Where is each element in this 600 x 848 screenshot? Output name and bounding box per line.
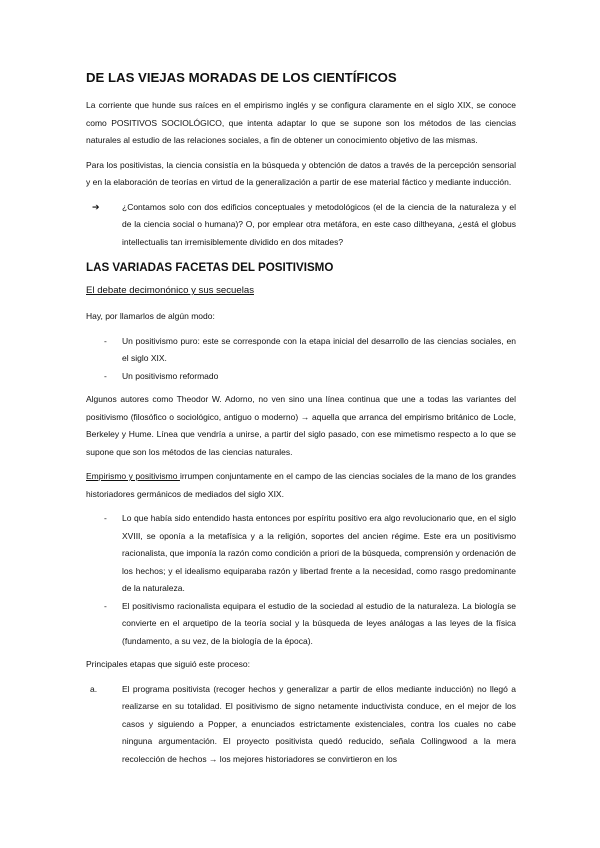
list-item	[86, 333, 516, 368]
alpha-marker: a.	[90, 683, 98, 694]
list-item	[86, 368, 516, 386]
etapas-list	[86, 681, 516, 769]
subsection-title: El debate decimonónico y sus secuelas	[86, 285, 254, 296]
question-text: ¿Contamos solo con dos edificios conceptuales y metodológicos (el de la ciencia de la naturaleza y el de la ciencia social o humana)? O, por emplear otra metáfora, en este caso diltheyana, ¿está el globus intellectualis tan irremisiblemente dividido en dos mitades?	[122, 201, 516, 247]
document-title: DE LAS VIEJAS MORADAS DE LOS CIENTÍFICOS	[86, 70, 397, 85]
list-item	[86, 510, 516, 598]
dash-bullet: -	[104, 513, 107, 523]
arrow-bullet-icon: ➔	[92, 201, 100, 212]
list-item-text: El programa positivista (recoger hechos y generalizar a partir de ellos mediante inducción) no llegó a realizarse en su totalidad. El positivismo de signo netamente inductivista conduce, en el mejor de los casos y siguiendo a Popper, a enunciados estrictamente existenciales, contra los cuales no cabe ninguna argumentación. El proyecto positivista quedó reducido, señala Collingwood a la mera recolección de hechos → los mejores historiadores se convirtieron en los	[122, 683, 516, 764]
question-callout	[86, 199, 516, 252]
list-item-text: Un positivismo reformado	[122, 370, 219, 381]
etapas-title: Principales etapas que siguió este proceso:	[86, 659, 250, 669]
dash-bullet: -	[104, 335, 107, 346]
list-item-text: Lo que había sido entendido hasta entonces por espíritu positivo era algo revolucionario que, en el siglo XVIII, se oponía a la metafísica y a la religión, soportes del ancien régime. Este era un positivismo racionalista, que imponía la razón como condición a priori de la búsqueda, comprensión y ordenación de los hechos; y el idealismo equiparaba razón y libertad frente a la necesidad, como rasgo predominante de la naturaleza.	[122, 513, 516, 593]
adorno-paragraph: Algunos autores como Theodor W. Adorno, no ven sino una línea continua que une a todas las variantes del positivismo (filosófico o sociológico, antiguo o moderno) → aquella que arranca del empirismo británico de Locle, Berkeley y Hume. Línea que vendría a unirse, a partir del siglo pasado, con ese mimetismo respecto a lo que se supone que son los métodos de las ciencias naturales.	[86, 394, 516, 457]
list-item	[86, 598, 516, 651]
empirismo-rest: irrumpen conjuntamente en el campo de las ciencias sociales de la mano de los grandes historiadores germánicos de mediados del siglo XIX.	[86, 471, 516, 499]
document-page	[86, 70, 516, 768]
list-item-text: Un positivismo puro: este se corresponde con la etapa inicial del desarrollo de las ciencias sociales, en el siglo XIX.	[122, 335, 516, 363]
hay-text: Hay, por llamarlos de algún modo:	[86, 311, 215, 321]
dash-bullet: -	[104, 600, 107, 611]
dash-bullet: -	[104, 370, 107, 381]
list-item	[86, 681, 516, 769]
empirismo-underlined: Empirismo y positivismo	[86, 471, 180, 481]
empirismo-points-list	[86, 510, 516, 650]
intro-paragraph-1: La corriente que hunde sus raíces en el empirismo inglés y se configura claramente en el siglo XIX, se conoce como POSITIVOS SOCIOLÓGICO, que intenta adaptar lo que se supone son los métodos de las ciencias naturales al estudio de las relaciones sociales, a fin de obtener un conocimiento objetivo de las mismas.	[86, 100, 516, 145]
empirismo-paragraph	[86, 468, 516, 503]
list-item-text: El positivismo racionalista equipara el estudio de la sociedad al estudio de la naturaleza. La biología se convierte en el arquetipo de la teoría social y la búsqueda de leyes análogas a las leyes de la física (fundamento, a su vez, de la biología de la época).	[122, 600, 516, 646]
intro-paragraph-2: Para los positivistas, la ciencia consistía en la búsqueda y obtención de datos a través de la percepción sensorial y en la elaboración de teorías en virtud de la generalización a partir de ese material fáctico y mediante inducción.	[86, 159, 516, 187]
section-title: LAS VARIADAS FACETAS DEL POSITIVISMO	[86, 261, 334, 274]
kinds-list	[86, 333, 516, 386]
